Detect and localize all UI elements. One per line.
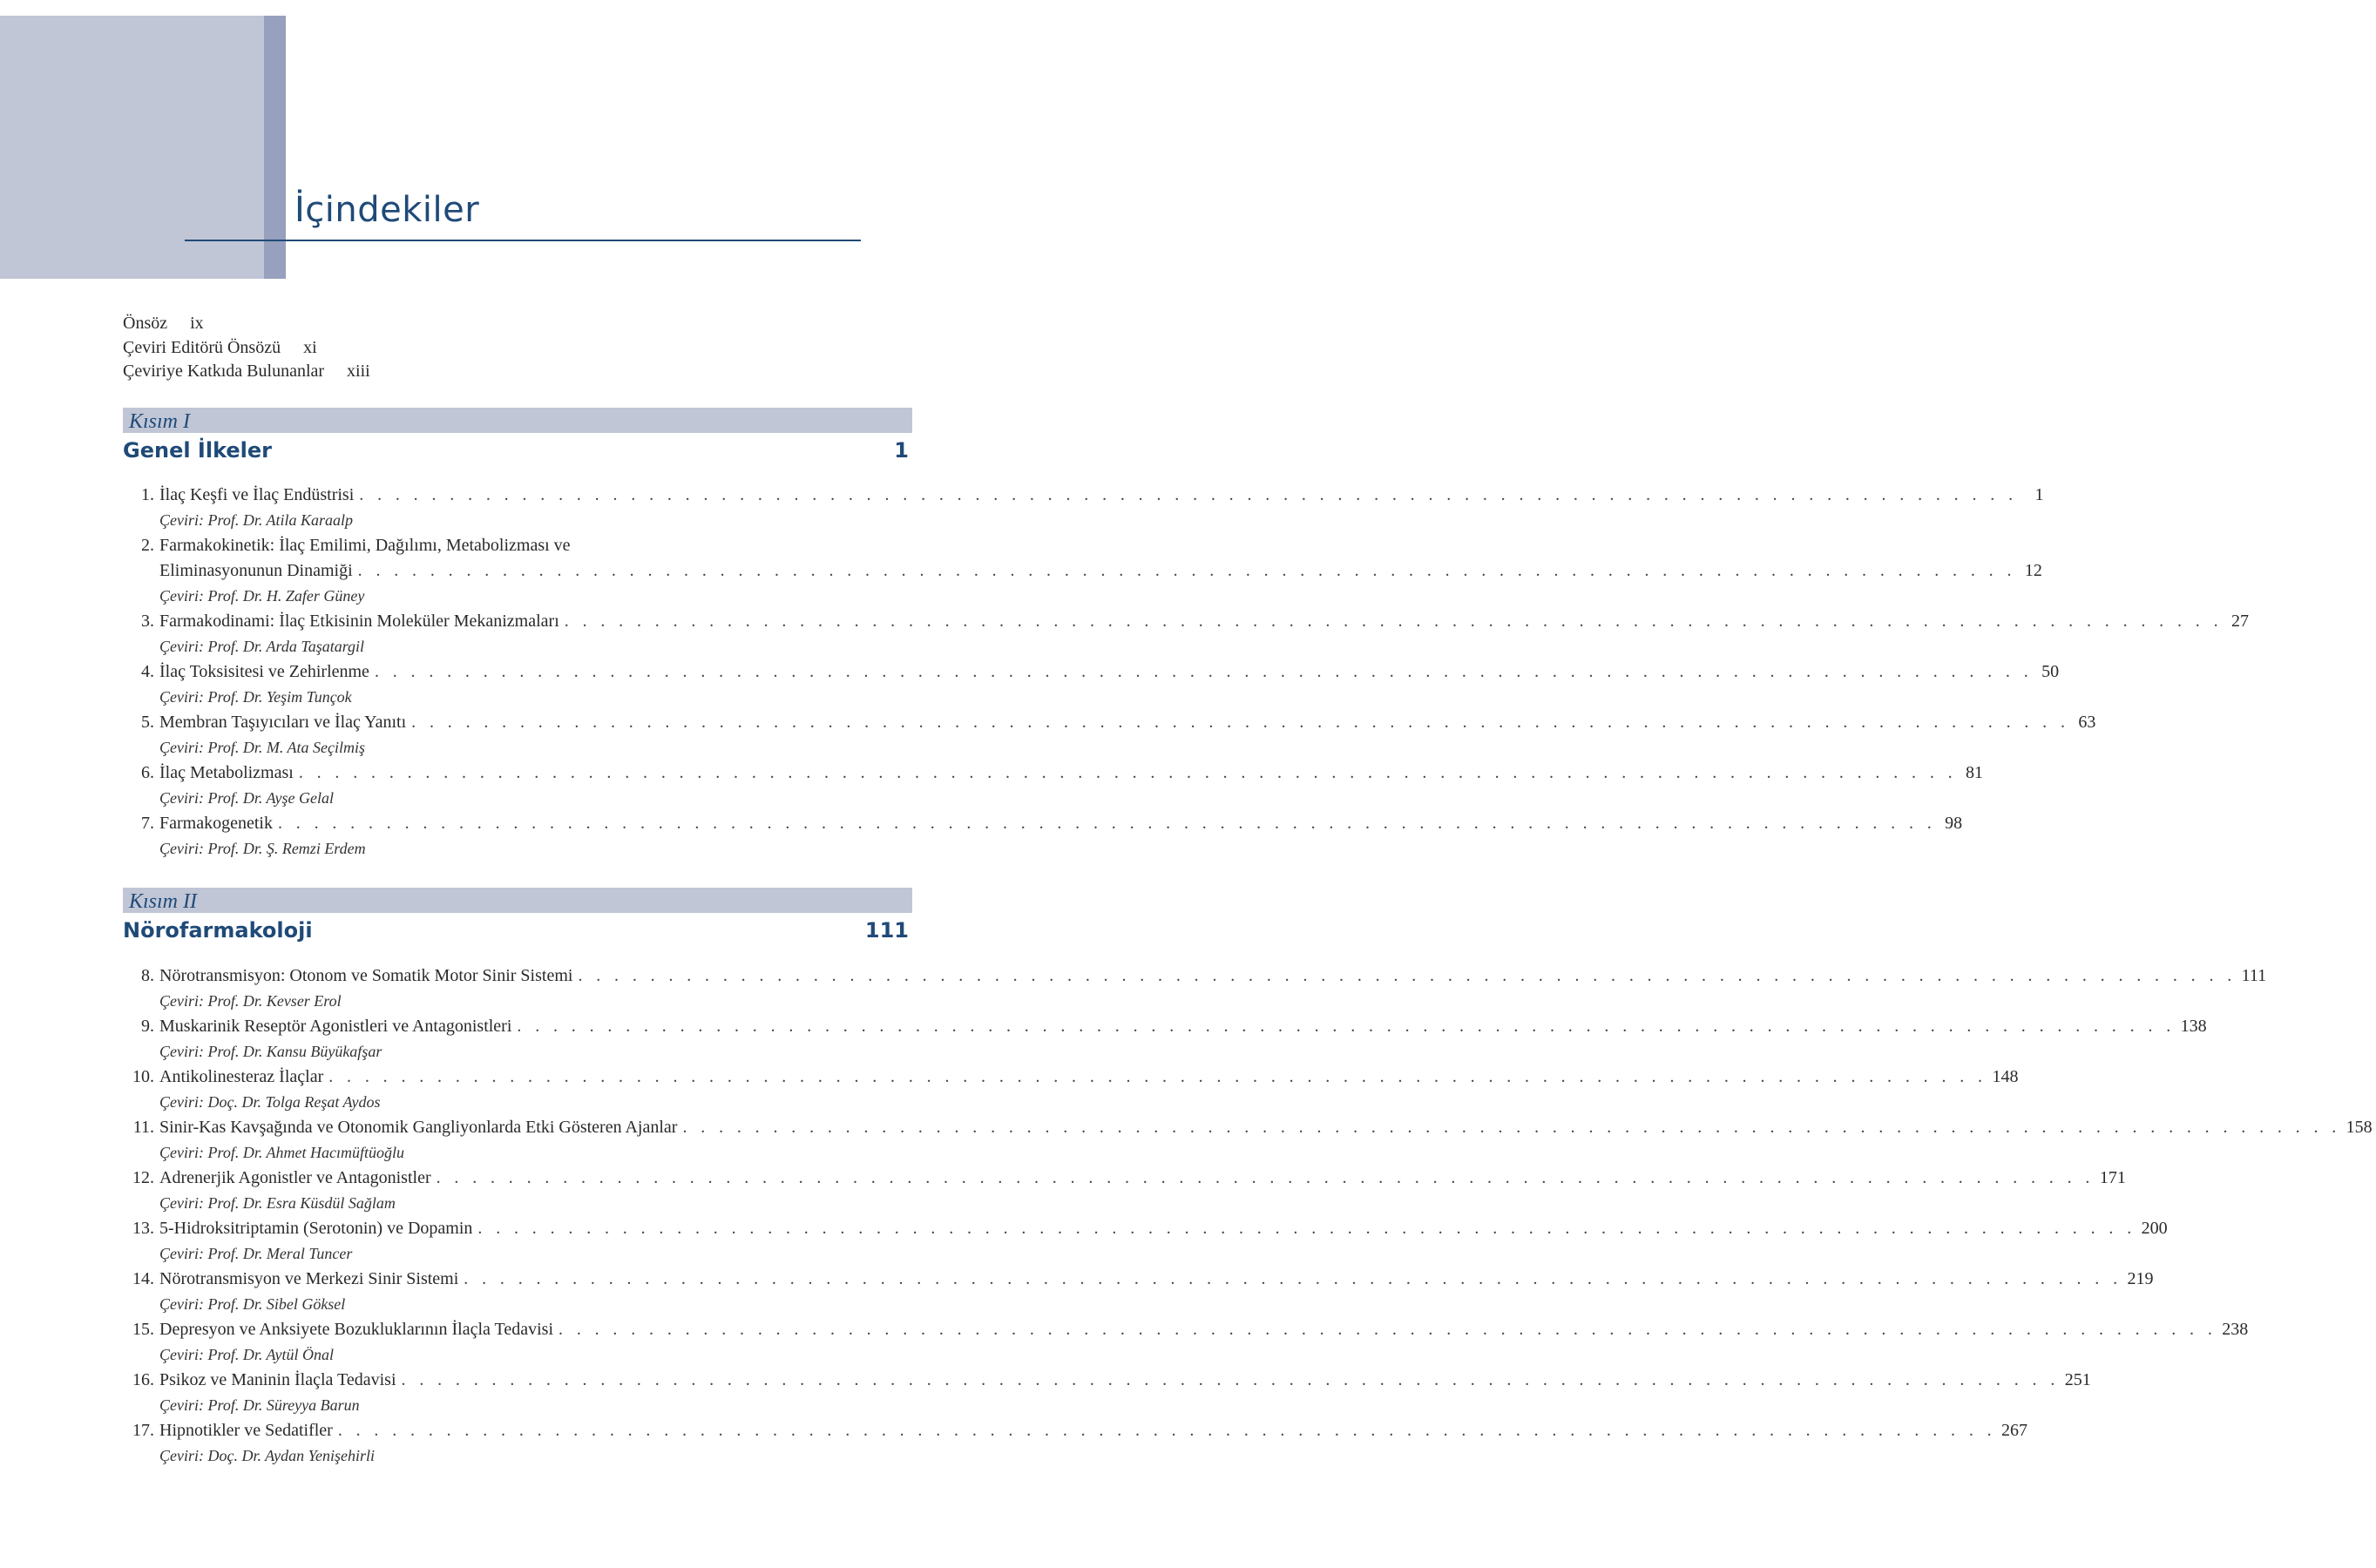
chapter-entry[interactable] <box>123 710 2096 760</box>
chapter-entry[interactable] <box>123 1115 2373 1166</box>
chapter-line <box>123 811 1963 836</box>
dot-leader: . . . . . . . . . . . . . . . . . . . . . . . . . . . . . . . . . . . . . . . . . . . . . . . . . . . . . . . . . . . . . . . . . . . . . . . . . . . . . . . . . . . . . . . . . . . . <box>517 1017 2176 1036</box>
chapter-number: 12. <box>132 1168 154 1187</box>
chapter-entry[interactable] <box>123 963 2267 1014</box>
chapter-title: Farmakogenetik <box>159 814 273 833</box>
chapter-page: 50 <box>2041 662 2060 681</box>
chapter-number: 6. <box>141 763 154 782</box>
part-page: 1 <box>894 438 909 463</box>
chapter-line <box>123 533 912 558</box>
chapter-line <box>123 1368 2091 1393</box>
chapter-entry[interactable] <box>123 1267 2154 1317</box>
dot-leader: . . . . . . . . . . . . . . . . . . . . . . . . . . . . . . . . . . . . . . . . . . . . . . . . . . . . . . . . . . . . . . . . . . . . . . . . . . . . . . . . . . . . . . . . . . . . <box>436 1168 2095 1187</box>
chapter-title: Nörotransmisyon ve Merkezi Sinir Sistemi <box>159 1269 459 1288</box>
page-title: İçindekiler <box>294 190 480 230</box>
chapter-number: 16. <box>132 1370 154 1389</box>
dot-leader: . . . . . . . . . . . . . . . . . . . . . . . . . . . . . . . . . . . . . . . . . . . . . . . . . . . . . . . . . . . . . . . . . . . . . . . . . . . . . . . . . . . . . . . . . . . . <box>682 1118 2341 1137</box>
chapter-title: Farmakodinami: İlaç Etkisinin Moleküler Mekanizmaları <box>159 612 559 631</box>
chapter-translator: Çeviri: Prof. Dr. Atila Karaalp <box>159 511 354 529</box>
chapter-page: 251 <box>2064 1370 2091 1389</box>
chapter-line <box>123 963 2267 989</box>
dot-leader: . . . . . . . . . . . . . . . . . . . . . . . . . . . . . . . . . . . . . . . . . . . . . . . . . . . . . . . . . . . . . . . . . . . . . . . . . . . . . . . . . . . . . . . . . . . . <box>558 1320 2217 1339</box>
chapter-line <box>123 558 2042 584</box>
chapter-page: 200 <box>2141 1219 2168 1238</box>
chapter-page: 81 <box>1966 763 1984 782</box>
front-matter-label: Önsöz <box>123 314 168 333</box>
dot-leader: . . . . . . . . . . . . . . . . . . . . . . . . . . . . . . . . . . . . . . . . . . . . . . . . . . . . . . . . . . . . . . . . . . . . . . . . . . . . . . . . . . . . . . . . . . . . <box>277 814 1937 833</box>
chapter-title: Hipnotikler ve Sedatifler <box>159 1421 333 1440</box>
chapter-entry[interactable] <box>123 1014 2207 1064</box>
dot-leader: . . . . . . . . . . . . . . . . . . . . . . . . . . . . . . . . . . . . . . . . . . . . . . . . . . . . . . . . . . . . . . . . . . . . . . . . . . . . . . . . . . . . . . . . . . . . <box>477 1219 2136 1238</box>
chapter-title: Antikolinesteraz İlaçlar <box>159 1067 324 1086</box>
chapter-number: 2. <box>141 536 154 555</box>
chapter-page: 219 <box>2127 1269 2154 1288</box>
chapter-title: İlaç Keşfi ve İlaç Endüstrisi <box>159 485 355 504</box>
part-title: Nörofarmakoloji <box>123 918 313 943</box>
chapter-title: Adrenerjik Agonistler ve Antagonistler <box>159 1168 431 1187</box>
chapter-line <box>123 710 2096 735</box>
part-header-2 <box>123 888 912 943</box>
chapter-number: 8. <box>141 966 154 985</box>
chapter-entry[interactable] <box>123 811 1963 862</box>
chapter-translator: Çeviri: Prof. Dr. Yeşim Tunçok <box>159 688 352 706</box>
chapter-number: 14. <box>132 1269 154 1288</box>
dot-leader: . . . . . . . . . . . . . . . . . . . . . . . . . . . . . . . . . . . . . . . . . . . . . . . . . . . . . . . . . . . . . . . . . . . . . . . . . . . . . . . . . . . . . . . . . . . . <box>328 1067 1987 1086</box>
chapter-number: 17. <box>132 1421 154 1440</box>
front-matter-item[interactable] <box>123 360 646 384</box>
chapter-title: Membran Taşıyıcıları ve İlaç Yanıtı <box>159 713 407 732</box>
chapter-translator: Çeviri: Prof. Dr. Ayşe Gelal <box>159 789 334 807</box>
chapter-title: Psikoz ve Maninin İlaçla Tedavisi <box>159 1370 396 1389</box>
chapter-translator: Çeviri: Prof. Dr. M. Ata Seçilmiş <box>159 739 365 756</box>
chapter-number: 13. <box>132 1219 154 1238</box>
chapter-line <box>123 609 2249 634</box>
front-matter-label: Çeviriye Katkıda Bulunanlar <box>123 362 325 381</box>
title-underline <box>185 240 861 241</box>
part-label: Kısım II <box>123 888 912 913</box>
front-matter-item[interactable] <box>123 312 646 336</box>
chapter-title: İlaç Metabolizması <box>159 763 294 782</box>
part-page: 111 <box>864 918 909 943</box>
dot-leader: . . . . . . . . . . . . . . . . . . . . . . . . . . . . . . . . . . . . . . . . . . . . . . . . . . . . . . . . . . . . . . . . . . . . . . . . . . . . . . . . . . . . . . . . . . . . <box>357 561 2016 580</box>
chapter-translator: Çeviri: Prof. Dr. Süreyya Barun <box>159 1396 360 1414</box>
dot-leader: . . . . . . . . . . . . . . . . . . . . . . . . . . . . . . . . . . . . . . . . . . . . . . . . . . . . . . . . . . . . . . . . . . . . . . . . . . . . . . . . . . . . . . . . . . . . <box>401 1370 2060 1389</box>
front-matter-label: Çeviri Editörü Önsözü <box>123 337 281 357</box>
chapter-page: 12 <box>2024 561 2042 580</box>
front-matter-item[interactable] <box>123 336 646 361</box>
chapter-entry[interactable] <box>123 1166 2126 1216</box>
chapter-title: Farmakokinetik: İlaç Emilimi, Dağılımı, Metabolizması ve <box>159 536 571 555</box>
chapter-number: 4. <box>141 662 154 681</box>
chapter-list-part-1 <box>123 483 2249 862</box>
part-header-1 <box>123 408 912 463</box>
chapter-page: 27 <box>2230 612 2249 631</box>
chapter-translator: Çeviri: Prof. Dr. Ş. Remzi Erdem <box>159 840 366 857</box>
chapter-number: 3. <box>141 612 154 631</box>
chapter-title: Eliminasyonunun Dinamiği <box>159 561 353 580</box>
dot-leader: . . . . . . . . . . . . . . . . . . . . . . . . . . . . . . . . . . . . . . . . . . . . . . . . . . . . . . . . . . . . . . . . . . . . . . . . . . . . . . . . . . . . . . . . . . . . <box>374 662 2034 681</box>
chapter-page: 171 <box>2099 1168 2126 1187</box>
chapter-entry[interactable] <box>123 609 2249 659</box>
front-matter-page: xiii <box>347 362 370 381</box>
chapter-translator: Çeviri: Doç. Dr. Tolga Reşat Aydos <box>159 1093 381 1111</box>
front-matter-page: xi <box>303 337 317 357</box>
chapter-entry[interactable] <box>123 1368 2091 1418</box>
chapter-line <box>123 1014 2207 1039</box>
part-label: Kısım I <box>123 408 912 433</box>
dot-leader: . . . . . . . . . . . . . . . . . . . . . . . . . . . . . . . . . . . . . . . . . . . . . . . . . . . . . . . . . . . . . . . . . . . . . . . . . . . . . . . . . . . . . . . . . . . . <box>578 966 2237 985</box>
chapter-line <box>123 1064 2019 1090</box>
chapter-entry[interactable] <box>123 760 1984 811</box>
chapter-title: Depresyon ve Anksiyete Bozukluklarının İlaçla Tedavisi <box>159 1320 554 1339</box>
chapter-title: Muskarinik Reseptör Agonistleri ve Antagonistleri <box>159 1017 512 1036</box>
part-title-row[interactable] <box>123 438 912 463</box>
chapter-number: 11. <box>132 1118 154 1137</box>
chapter-translator: Çeviri: Prof. Dr. Esra Küsdül Sağlam <box>159 1194 396 1212</box>
chapter-number: 15. <box>132 1320 154 1339</box>
chapter-page: 138 <box>2180 1017 2207 1036</box>
chapter-line <box>123 483 2044 508</box>
chapter-page: 63 <box>2078 713 2096 732</box>
chapter-page: 98 <box>1945 814 1963 833</box>
chapter-translator: Çeviri: Prof. Dr. Arda Taşatargil <box>159 638 365 655</box>
chapter-line <box>123 1166 2126 1191</box>
chapter-number: 9. <box>141 1017 154 1036</box>
chapter-line <box>123 659 2060 685</box>
chapter-entry[interactable] <box>123 1216 2168 1267</box>
chapter-line <box>123 1216 2168 1241</box>
chapter-entry[interactable] <box>123 1064 2019 1115</box>
chapter-entry[interactable] <box>123 1418 2028 1469</box>
dot-leader: . . . . . . . . . . . . . . . . . . . . . . . . . . . . . . . . . . . . . . . . . . . . . . . . . . . . . . . . . . . . . . . . . . . . . . . . . . . . . . . . . . . . . . . . . . . . <box>359 485 2018 504</box>
chapter-line <box>123 1115 2373 1140</box>
chapter-page: 148 <box>1992 1067 2019 1086</box>
part-title-row[interactable] <box>123 918 912 943</box>
chapter-translator: Çeviri: Prof. Dr. Aytül Önal <box>159 1346 334 1363</box>
dot-leader: . . . . . . . . . . . . . . . . . . . . . . . . . . . . . . . . . . . . . . . . . . . . . . . . . . . . . . . . . . . . . . . . . . . . . . . . . . . . . . . . . . . . . . . . . . . . <box>411 713 2070 732</box>
chapter-page: 158 <box>2346 1118 2373 1137</box>
dot-leader: . . . . . . . . . . . . . . . . . . . . . . . . . . . . . . . . . . . . . . . . . . . . . . . . . . . . . . . . . . . . . . . . . . . . . . . . . . . . . . . . . . . . . . . . . . . . <box>298 763 1958 782</box>
dot-leader: . . . . . . . . . . . . . . . . . . . . . . . . . . . . . . . . . . . . . . . . . . . . . . . . . . . . . . . . . . . . . . . . . . . . . . . . . . . . . . . . . . . . . . . . . . . . <box>564 612 2223 631</box>
dot-leader: . . . . . . . . . . . . . . . . . . . . . . . . . . . . . . . . . . . . . . . . . . . . . . . . . . . . . . . . . . . . . . . . . . . . . . . . . . . . . . . . . . . . . . . . . . . . <box>337 1421 1997 1440</box>
chapter-page: 1 <box>2034 485 2044 504</box>
chapter-title: 5-Hidroksitriptamin (Serotonin) ve Dopamin <box>159 1219 473 1238</box>
chapter-page: 267 <box>2001 1421 2028 1440</box>
chapter-number: 5. <box>141 713 154 732</box>
chapter-entry[interactable] <box>123 533 2042 609</box>
chapter-translator: Çeviri: Prof. Dr. Kansu Büyükafşar <box>159 1043 382 1060</box>
chapter-line <box>123 760 1984 786</box>
front-matter-page: ix <box>190 314 204 333</box>
chapter-number: 10. <box>132 1067 154 1086</box>
front-matter-list <box>123 312 646 384</box>
chapter-page: 111 <box>2241 966 2267 985</box>
chapter-translator: Çeviri: Doç. Dr. Aydan Yenişehirli <box>159 1447 375 1464</box>
chapter-translator: Çeviri: Prof. Dr. Ahmet Hacımüftüoğlu <box>159 1144 404 1161</box>
chapter-line <box>123 1317 2249 1342</box>
chapter-page: 238 <box>2222 1320 2249 1339</box>
chapter-title: İlaç Toksisitesi ve Zehirlenme <box>159 662 369 681</box>
chapter-list-part-2 <box>123 963 2373 1469</box>
chapter-translator: Çeviri: Prof. Dr. H. Zafer Güney <box>159 587 365 605</box>
chapter-line <box>123 1267 2154 1292</box>
chapter-number: 7. <box>141 814 154 833</box>
chapter-entry[interactable] <box>123 1317 2249 1368</box>
chapter-translator: Çeviri: Prof. Dr. Sibel Göksel <box>159 1295 346 1313</box>
chapter-entry[interactable] <box>123 659 2060 710</box>
chapter-title: Sinir-Kas Kavşağında ve Otonomik Gangliyonlarda Etki Gösteren Ajanlar <box>159 1118 678 1137</box>
chapter-translator: Çeviri: Prof. Dr. Kevser Erol <box>159 992 342 1010</box>
chapter-line <box>123 1418 2028 1443</box>
chapter-translator: Çeviri: Prof. Dr. Meral Tuncer <box>159 1245 353 1262</box>
dot-leader: . . . . . . . . . . . . . . . . . . . . . . . . . . . . . . . . . . . . . . . . . . . . . . . . . . . . . . . . . . . . . . . . . . . . . . . . . . . . . . . . . . . . . . . . . . . . <box>464 1269 2122 1288</box>
chapter-number: 1. <box>141 485 154 504</box>
chapter-title: Nörotransmisyon: Otonom ve Somatik Motor Sinir Sistemi <box>159 966 573 985</box>
part-title: Genel İlkeler <box>123 438 273 463</box>
chapter-entry[interactable] <box>123 483 2044 533</box>
